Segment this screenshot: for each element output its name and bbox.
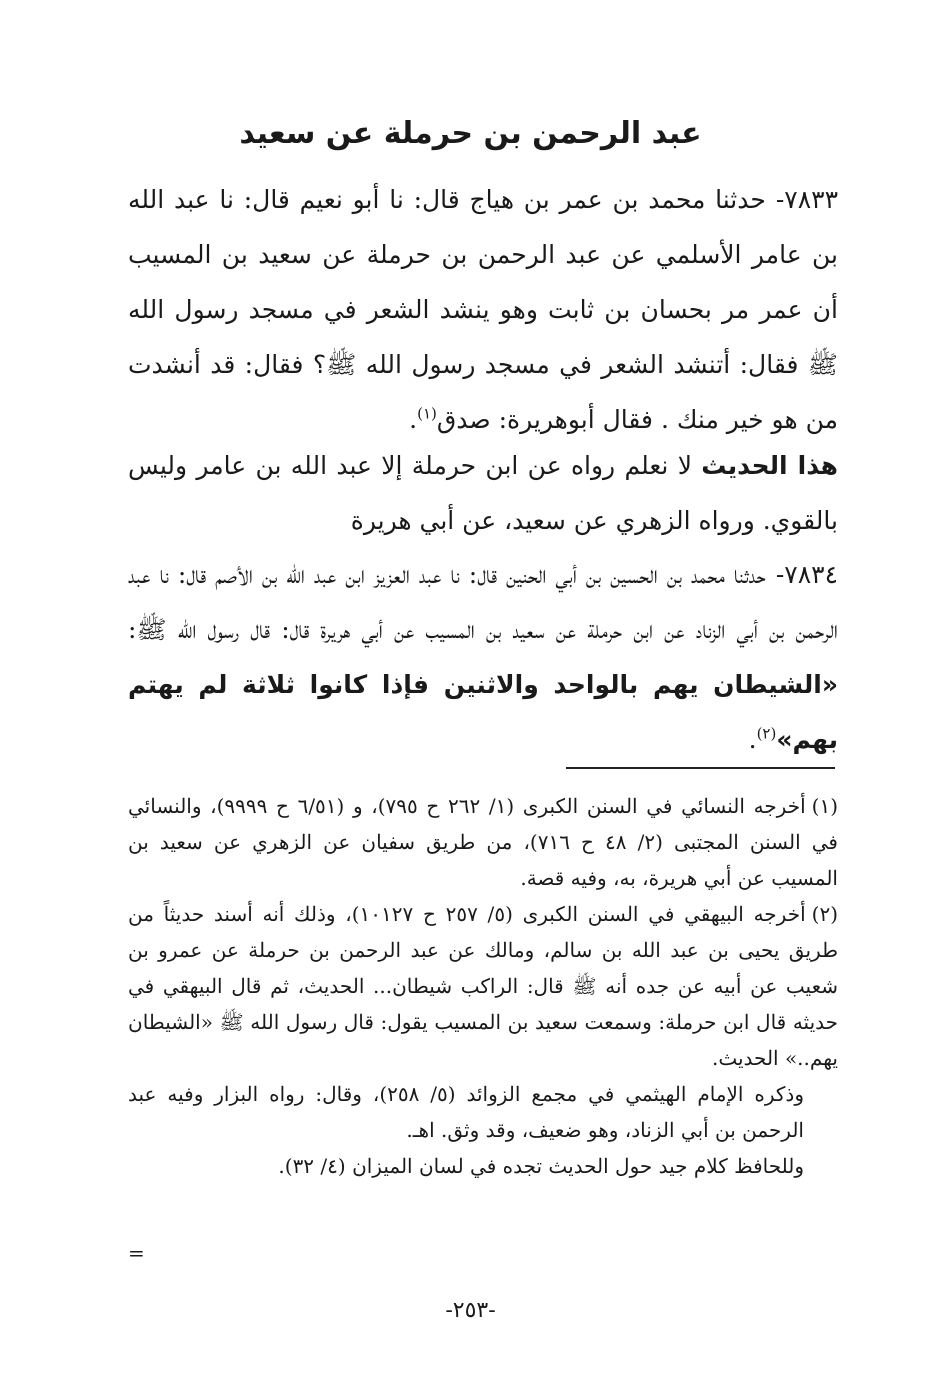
footnote-number: (٢) xyxy=(811,902,838,926)
sentence-end: . xyxy=(748,725,757,754)
hadith-text: حدثنا محمد بن الحسين بن أبي الحنين قال: نا عبد العزيز ابن عبد الله بن الأصم قال: نا عبد الرحمن بن أبي الزناد عن ابن حرملة عن سعيد بن المسيب عن أبي هريرة قال: قال رسول الله ﷺ: xyxy=(128,560,838,644)
footnote-2 xyxy=(128,896,838,1076)
footnote-2-continuation: وللحافظ كلام جيد حول الحديث تجده في لسان الميزان (٤/ ٣٢). xyxy=(278,1154,804,1178)
footnotes xyxy=(128,788,838,1184)
hadith-7834 xyxy=(128,547,838,767)
footnote-ref: (١) xyxy=(417,404,437,423)
prophetic-quote: «الشيطان يهم بالواحد والاثنين فإذا كانوا ثلاثة لم يهتم بهم» xyxy=(128,670,838,754)
hadith-paragraph xyxy=(128,547,838,767)
footnote-ref: (٢) xyxy=(756,724,777,743)
footnote-text: أخرجه النسائي في السنن الكبرى (١/ ٢٦٢ ح ٧٩٥)، و (٦/٥١ ح ٩٩٩٩)، والنسائي في السنن المجتبى (٢/ ٤٨ ح ٧١٦)، من طريق سفيان عن الزهري عن سعيد بن المسيب عن أبي هريرة، به، وفيه قصة. xyxy=(128,794,838,890)
hadith-paragraph xyxy=(128,172,838,447)
footnote-text: أخرجه البيهقي في السنن الكبرى (٥/ ٢٥٧ ح ١٠١٢٧)، وذلك أنه أسند حديثاً من طريق يحيى بن عبد الله بن سالم، ومالك عن عبد الرحمن بن حرملة عن عمرو بن شعيب عن أبيه عن جده أنه ﷺ قال: الراكب شيطان... الحديث، ثم قال البيهقي في حديثه قال ابن حرملة: وسمعت سعيد بن المسيب يقول: قال رسول الله ﷺ «الشيطان يهم..» الحديث. xyxy=(128,902,838,1070)
author-comment xyxy=(128,438,838,548)
continuation-mark: = xyxy=(128,1241,145,1265)
comment-paragraph xyxy=(128,438,838,548)
footnote-2-continuation: وذكره الإمام الهيثمي في مجمع الزوائد (٥/ ٢٥٨)، وقال: رواه البزار وفيه عبد الرحمن بن أبي الزناد، وهو ضعيف، وقد وثق. اهـ. xyxy=(128,1082,804,1142)
footnote-number: (١) xyxy=(811,794,839,818)
hadith-text: حدثنا محمد بن عمر بن هياج قال: نا أبو نعيم قال: نا عبد الله بن عامر الأسلمي عن عبد الرحمن بن حرملة عن سعيد بن المسيب أن عمر مر بحسان بن ثابت وهو ينشد الشعر في مسجد رسول الله ﷺ فقال: أتنشد الشعر في مسجد رسول الله ﷺ؟ فقال: قد أنشدت من هو خير منك . فقال أبوهريرة: صدق xyxy=(128,185,838,434)
section-title: عبد الرحمن بن حرملة عن سعيد xyxy=(239,116,702,151)
footnote-divider xyxy=(566,767,835,769)
comment-lead: هذا الحديث xyxy=(701,451,838,480)
hadith-number: ٧٨٣٤- xyxy=(775,560,838,589)
page-number: -٢٥٣- xyxy=(445,1298,496,1323)
sentence-end: . xyxy=(409,405,418,434)
footnote-1 xyxy=(128,788,838,896)
hadith-7833 xyxy=(128,172,838,447)
hadith-number: ٧٨٣٣- xyxy=(775,185,838,214)
comment-text: لا نعلم رواه عن ابن حرملة إلا عبد الله بن عامر وليس بالقوي. ورواه الزهري عن سعيد، عن أبي هريرة xyxy=(128,451,838,535)
